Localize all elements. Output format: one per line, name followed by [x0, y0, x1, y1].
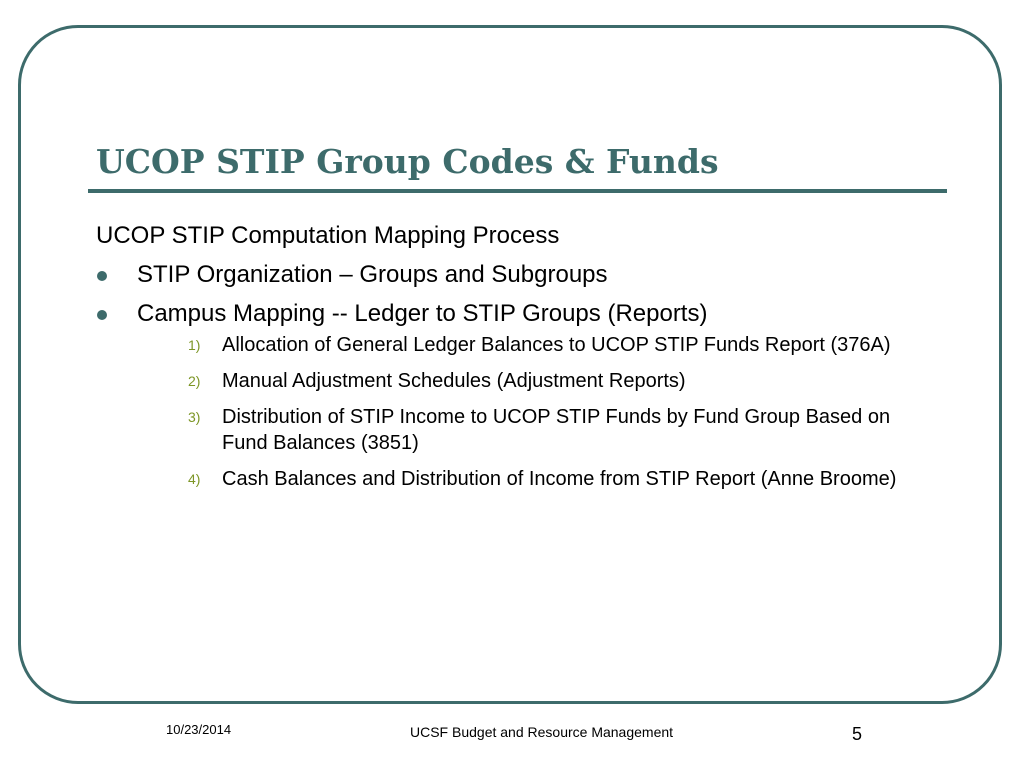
numbered-text: Distribution of STIP Income to UCOP STIP Funds by Fund Group Based on Fund Balances (3851): [222, 406, 891, 454]
number-marker: 3): [188, 409, 201, 425]
bullet-text: STIP Organization – Groups and Subgroups: [137, 261, 608, 288]
footer-date: 10/23/2014: [166, 722, 232, 737]
numbered-list: [137, 332, 926, 492]
numbered-item: [137, 368, 926, 394]
bullet-list: [96, 259, 926, 492]
numbered-text: Manual Adjustment Schedules (Adjustment Reports): [222, 370, 686, 392]
intro-text: UCOP STIP Computation Mapping Process: [96, 222, 560, 249]
page-number: 5: [852, 724, 863, 744]
bullet-dot-icon: [97, 310, 107, 320]
number-marker: 1): [188, 337, 201, 353]
number-marker: 2): [188, 373, 201, 389]
title-underline: [88, 189, 947, 193]
slide-body: [96, 220, 926, 502]
footer-organization: UCSF Budget and Resource Management: [410, 724, 674, 740]
numbered-item: [137, 404, 926, 456]
numbered-text: Allocation of General Ledger Balances to UCOP STIP Funds Report (376A): [222, 334, 891, 356]
number-marker: 4): [188, 471, 201, 487]
bullet-item: [96, 298, 926, 492]
bullet-text: Campus Mapping -- Ledger to STIP Groups (Reports): [137, 300, 708, 327]
numbered-item: [137, 332, 926, 358]
slide-title: UCOP STIP Group Codes & Funds: [96, 142, 719, 181]
bullet-dot-icon: [97, 271, 107, 281]
numbered-text: Cash Balances and Distribution of Income from STIP Report (Anne Broome): [222, 468, 897, 490]
numbered-item: [137, 466, 926, 492]
bullet-item: [96, 259, 926, 291]
